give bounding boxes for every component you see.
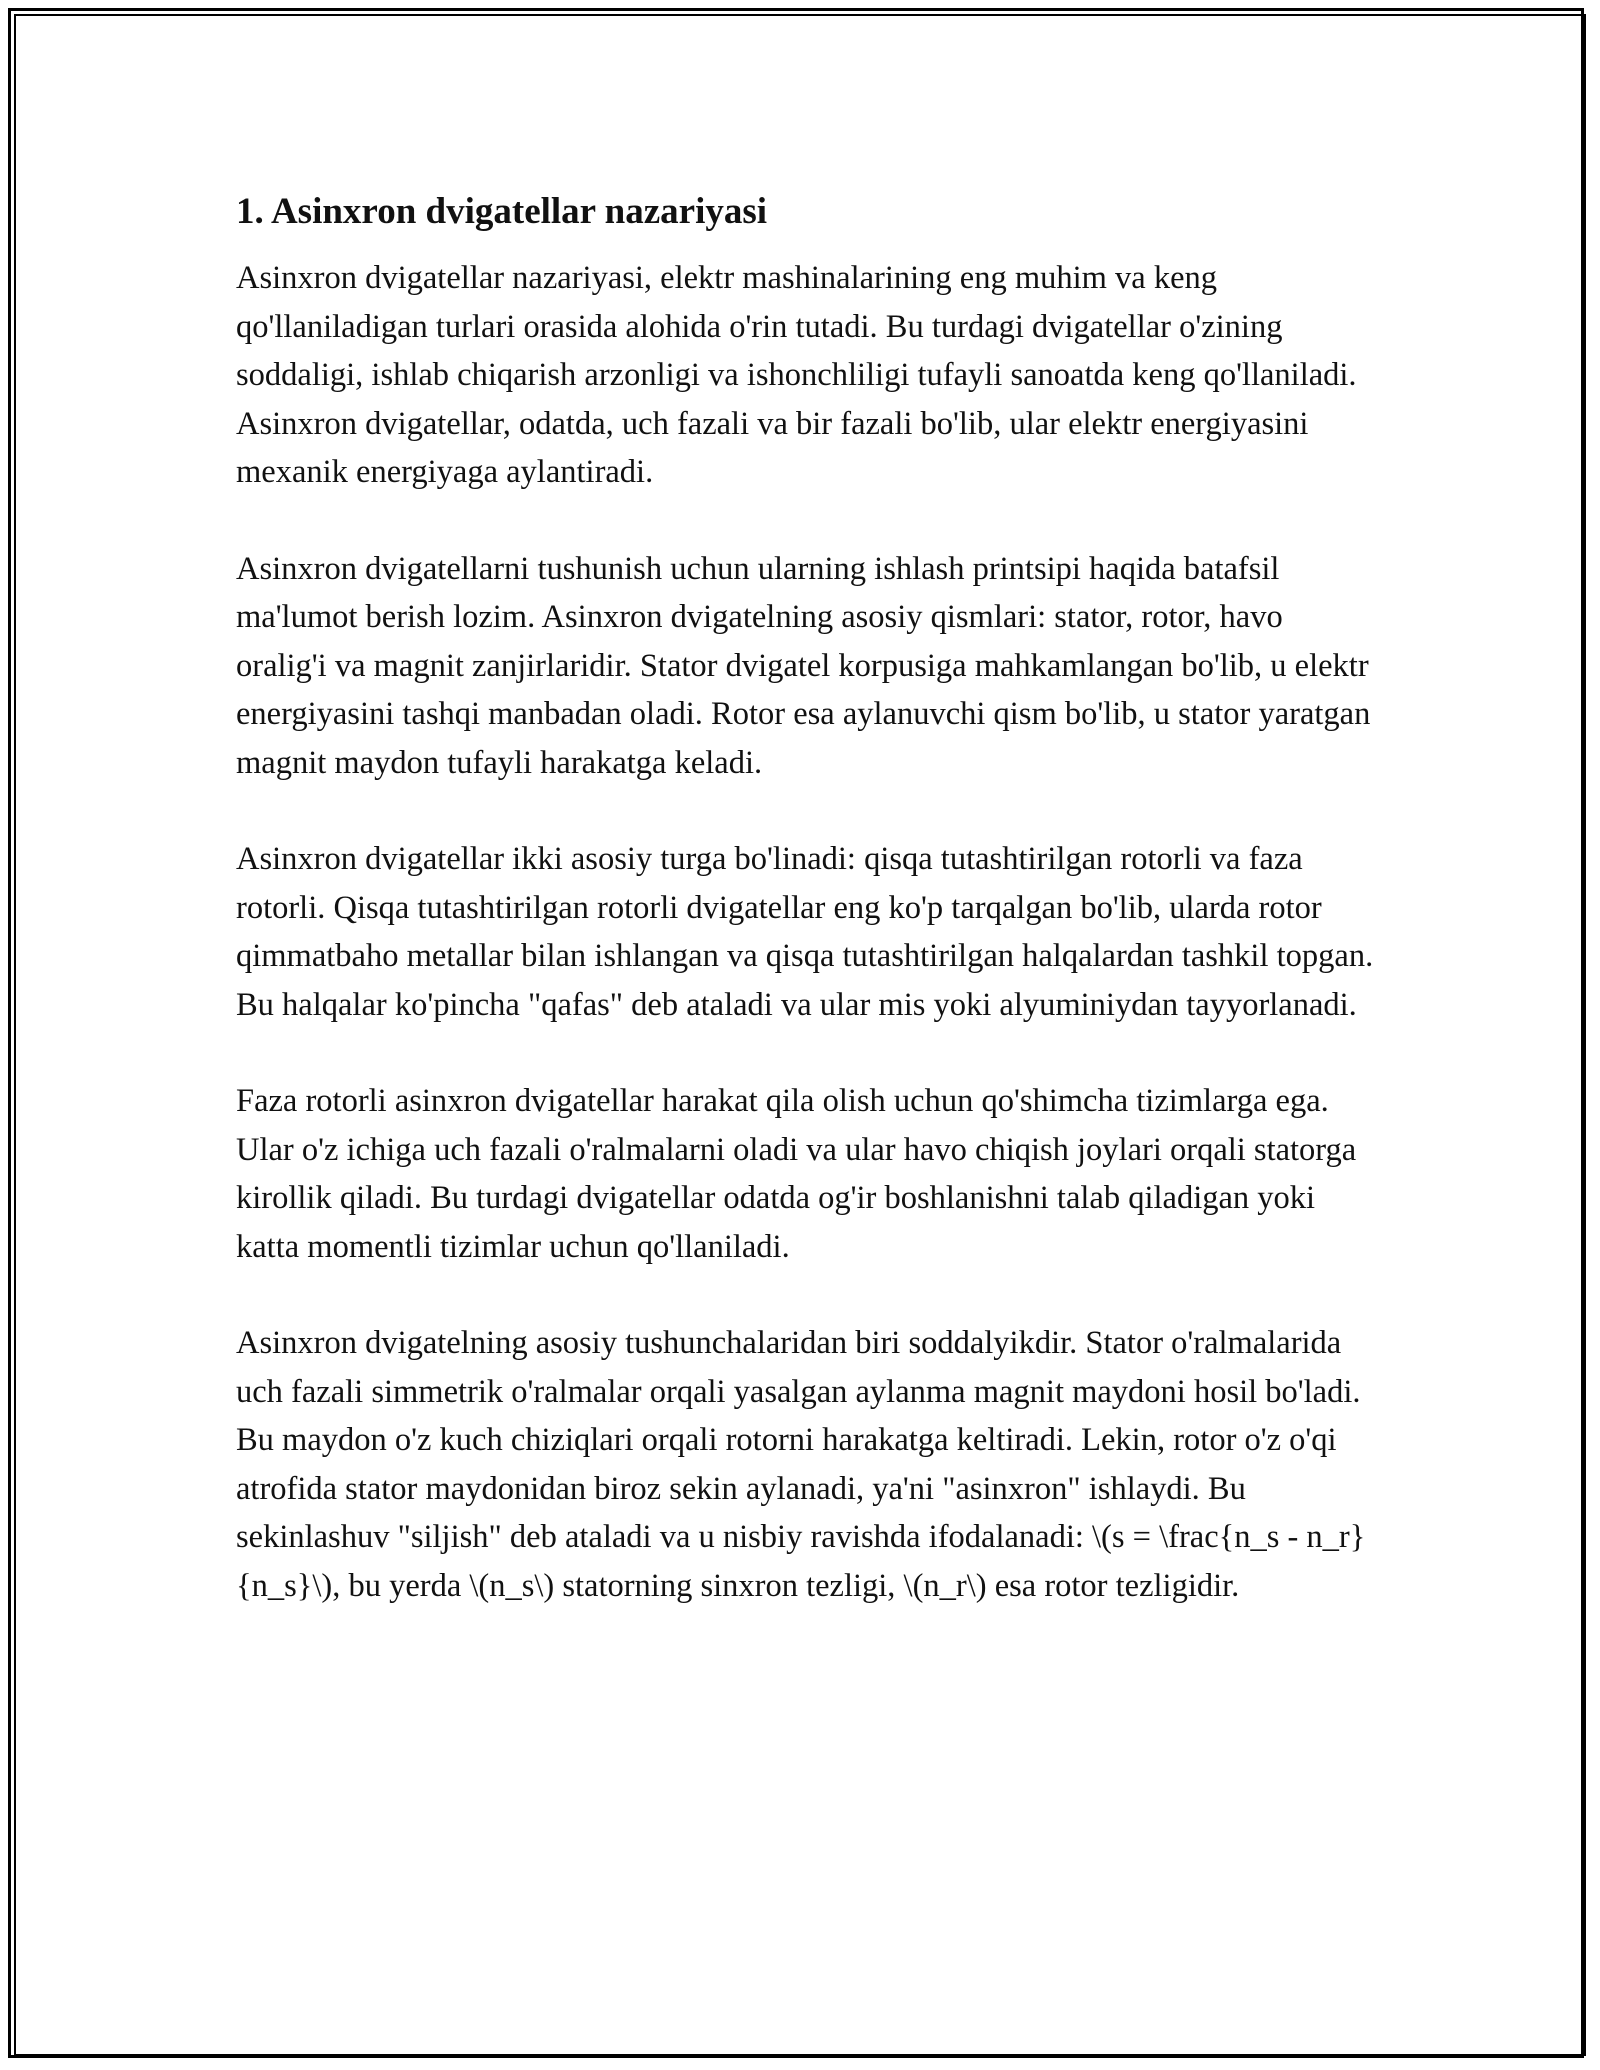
paragraph-4: Faza rotorli asinxron dvigatellar harakat qila olish uchun qo'shimcha tizimlarga ega. Ular o'z ichiga uch fazali o'ralmalarni oladi va ular havo chiqish joylari orqali statorga kirollik qiladi. Bu turdagi dvigatellar odatda og'ir boshlanishni talab qiladigan yoki katta momentli tizimlar uchun qo'llaniladi. bbox=[236, 1083, 1357, 1265]
section-title: 1. Asinxron dvigatellar nazariyasi bbox=[236, 191, 768, 232]
paragraph-5: Asinxron dvigatelning asosiy tushunchalaridan biri soddalyikdir. Stator o'ralmalarida uch fazali simmetrik o'ralmalar orqali yasalgan aylanma magnit maydoni hosil bo'ladi. Bu maydon o'z kuch chiziqlari orqali rotorni harakatga keltiradi. Lekin, rotor o'z o'qi atrofida stator maydonidan biroz sekin aylanadi, ya'ni "asinxron" ishlaydi. Bu sekinlashuv "siljish" deb ataladi va u nisbiy ravishda ifodalanadi: \(s = \frac{n_s - n_r}{n_s}\), bu yerda \(n_s\) statorning sinxron tezligi, \(n_r\) esa rotor tezligidir. bbox=[236, 1325, 1366, 1604]
paragraph-2: Asinxron dvigatellarni tushunish uchun ularning ishlash printsipi haqida batafsil ma'lumot berish lozim. Asinxron dvigatelning asosiy qismlari: stator, rotor, havo oralig'i va magnit zanjirlaridir. Stator dvigatel korpusiga mahkamlangan bo'lib, u elektr energiyasini tashqi manbadan oladi. Rotor esa aylanuvchi qism bo'lib, u stator yaratgan magnit maydon tufayli harakatga keladi. bbox=[236, 550, 1371, 781]
paragraph-1: Asinxron dvigatellar nazariyasi, elektr mashinalarining eng muhim va keng qo'llaniladigan turlari orasida alohida o'rin tutadi. Bu turdagi dvigatellar o'zining soddaligi, ishlab chiqarish arzonligi va ishonchliligi tufayli sanoatda keng qo'llaniladi. Asinxron dvigatellar, odatda, uch fazali va bir fazali bo'lib, ular elektr energiyasini mexanik energiyaga aylantiradi. bbox=[236, 260, 1357, 490]
paragraph-3: Asinxron dvigatellar ikki asosiy turga bo'linadi: qisqa tutashtirilgan rotorli va faza rotorli. Qisqa tutashtirilgan rotorli dvigatellar eng ko'p tarqalgan bo'lib, ularda rotor qimmatbaho metallar bilan ishlangan va qisqa tutashtirilgan halqalardan tashkil topgan. Bu halqalar ko'pincha "qafas" deb ataladi va ular mis yoki alyuminiydan tayyorlanadi. bbox=[236, 841, 1374, 1023]
document-body bbox=[236, 188, 1376, 1658]
